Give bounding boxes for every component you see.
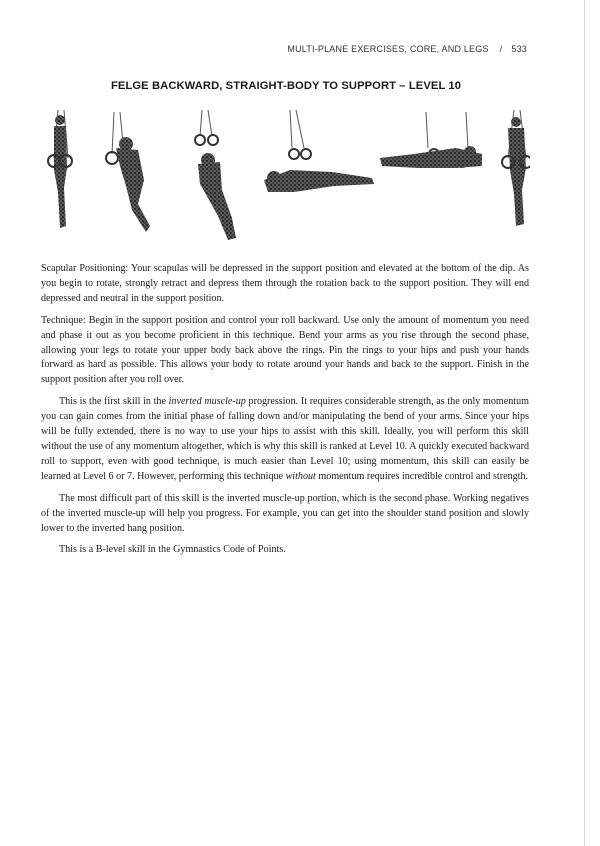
frame-roll-back-begin bbox=[106, 112, 150, 232]
page-edge-line bbox=[584, 0, 585, 846]
running-head-separator: / bbox=[499, 44, 503, 54]
frame-horizontal-back bbox=[264, 110, 374, 192]
paragraph-first-skill bbox=[41, 395, 529, 484]
emphasis-inverted-muscle-up: inverted muscle-up bbox=[168, 396, 246, 408]
frame-return-to-support bbox=[502, 110, 530, 226]
paragraph-scapular-positioning: Scapular Positioning: Your scapulas will be depressed in the support position and elevated at the bottom of the dip. As you begin to rotate, strongly retract and depress them through the rotation back to the support position. They will end depressed and neutral in the support position. bbox=[41, 263, 529, 304]
section-title: FELGE BACKWARD, STRAIGHT-BODY TO SUPPORT – LEVEL 10 bbox=[110, 80, 462, 92]
first-skill-text-3: momentum requires incredible control and strength. bbox=[315, 470, 529, 482]
first-skill-text-2: progression. It requires considerable strength, as the only momentum you can gain comes from the initial phase of falling down and/or manipulating the bend of your arms. Since your hips will be fully extended, there is no way to use your hips to assist with this skill. Ideally, you will perform this skill without the use of any momentum altogether, which is why this skill is ranked at Level 10. A quickly executed backward roll to support, even with good technique, is much easier than Level 10; using momentum, this skill can easily be learned at Level 6 or 7. However, performing this technique bbox=[41, 396, 529, 482]
page-number: 533 bbox=[511, 44, 527, 54]
body-text bbox=[41, 262, 529, 565]
emphasis-without: without bbox=[285, 470, 316, 482]
frame-support-position bbox=[48, 110, 72, 228]
first-skill-text-1: This is the first skill in the bbox=[59, 396, 169, 408]
paragraph-b-level-skill: This is a B-level skill in the Gymnastics Code of Points. bbox=[59, 544, 286, 556]
paragraph-technique: Technique: Begin in the support position and control your roll backward. Use only the amount of momentum you need and phase it out as you become proficient in this technique. Bend your arms as you rise through the second phase, allowing your legs to rotate your upper body back above the rings. Pin the rings to your hips and push your hands forward as hard as possible. This allows your body to rotate around your hands and back to the support. Finish in the support position after you roll over. bbox=[41, 314, 529, 386]
frame-hang-rotation bbox=[195, 110, 236, 240]
skill-sequence-figure bbox=[42, 108, 530, 246]
running-head bbox=[287, 44, 527, 54]
running-head-section: MULTI-PLANE EXERCISES, CORE, AND LEGS bbox=[287, 44, 489, 54]
frame-inverted-push bbox=[380, 112, 482, 168]
paragraph-most-difficult: The most difficult part of this skill is the inverted muscle-up portion, which is the second phase. Working negatives of the inverted muscle-up will help you progress. For example, you can get into the shoulder stand position and slowly lower to the inverted hang position. bbox=[41, 492, 529, 534]
